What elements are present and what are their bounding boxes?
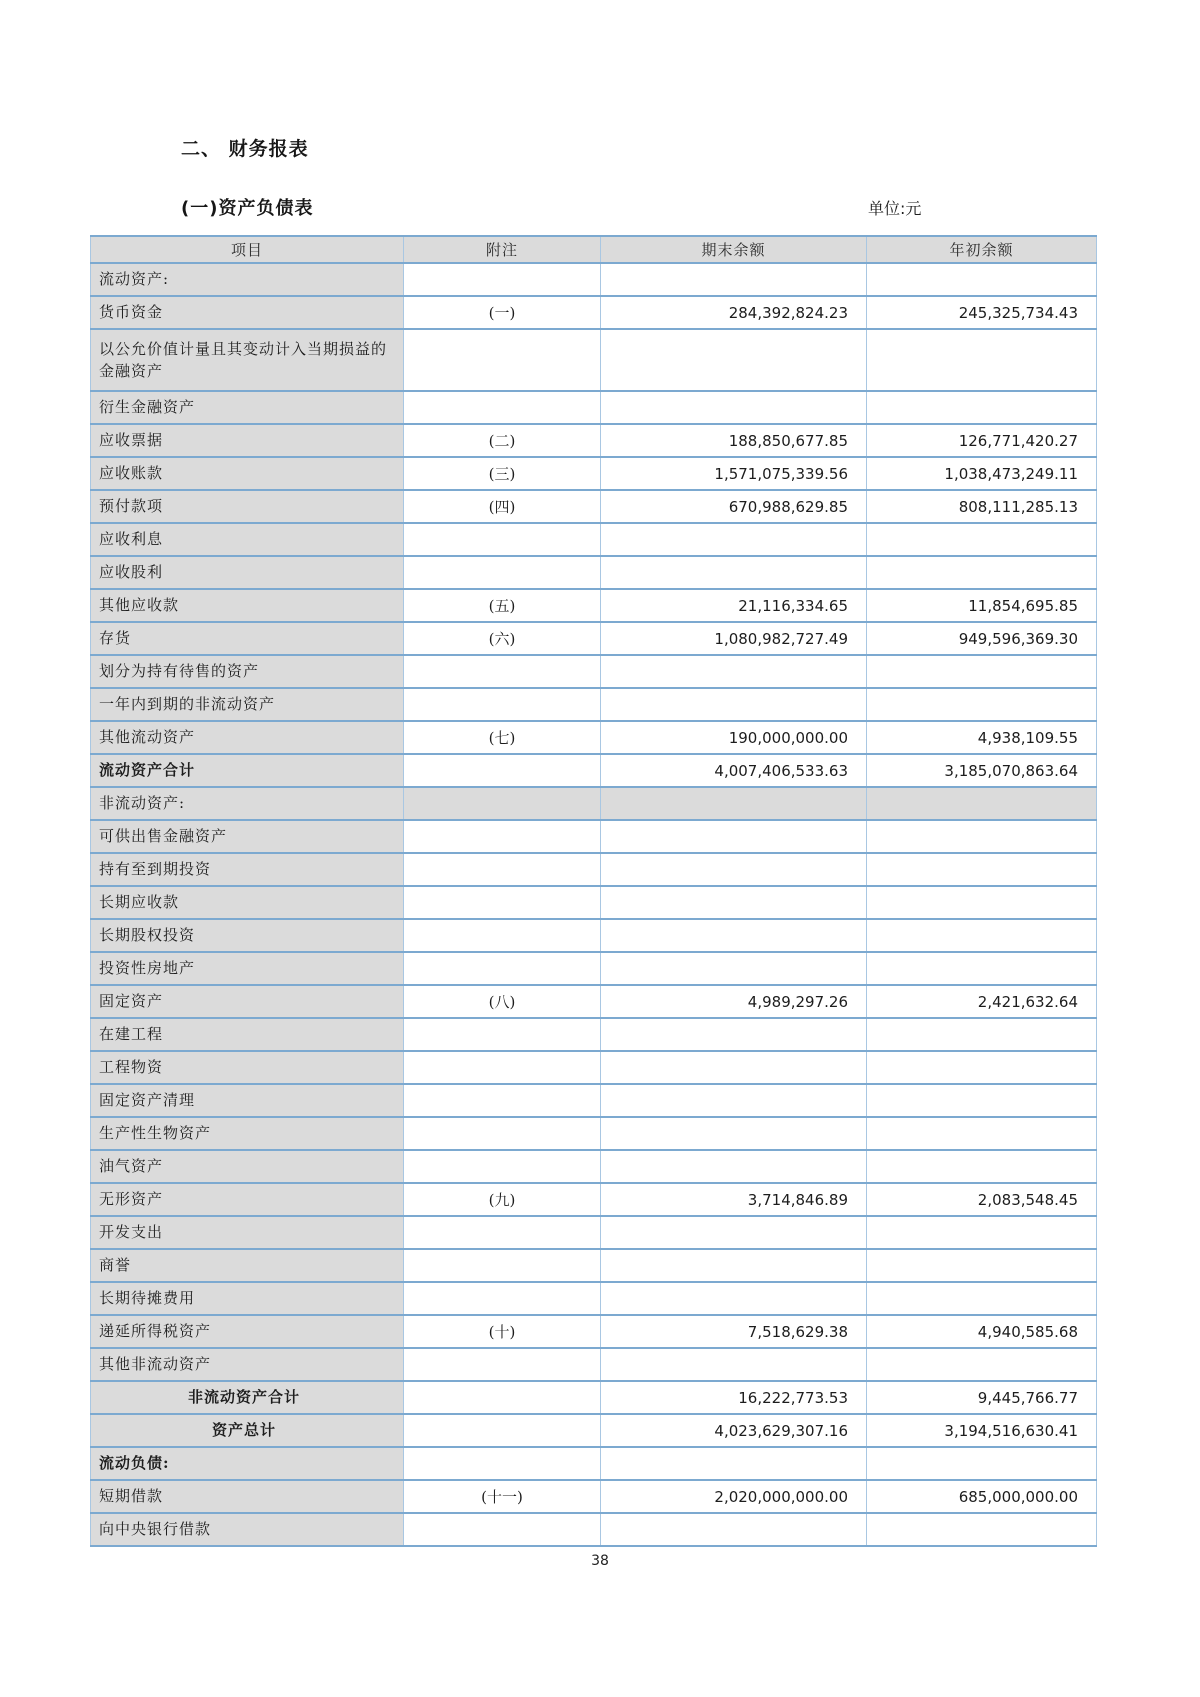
table-row bbox=[91, 622, 1097, 655]
ending-balance-cell bbox=[601, 688, 867, 721]
item-cell: 固定资产 bbox=[91, 985, 404, 1018]
beginning-balance-cell: 2,421,632.64 bbox=[867, 985, 1097, 1018]
ending-balance-cell: 670,988,629.85 bbox=[601, 490, 867, 523]
ending-balance-cell: 21,116,334.65 bbox=[601, 589, 867, 622]
item-cell: 其他非流动资产 bbox=[91, 1348, 404, 1381]
table-row bbox=[91, 1447, 1097, 1480]
beginning-balance-cell bbox=[867, 1249, 1097, 1282]
item-cell: 短期借款 bbox=[91, 1480, 404, 1513]
item-cell: 衍生金融资产 bbox=[91, 391, 404, 424]
table-row bbox=[91, 1018, 1097, 1051]
ending-balance-cell bbox=[601, 820, 867, 853]
table-row bbox=[91, 296, 1097, 329]
ending-balance-cell bbox=[601, 263, 867, 296]
beginning-balance-cell bbox=[867, 263, 1097, 296]
ending-balance-cell bbox=[601, 556, 867, 589]
note-cell bbox=[404, 1381, 601, 1414]
note-cell bbox=[404, 688, 601, 721]
beginning-balance-cell: 126,771,420.27 bbox=[867, 424, 1097, 457]
beginning-balance-cell bbox=[867, 688, 1097, 721]
note-cell bbox=[404, 1051, 601, 1084]
ending-balance-cell: 4,023,629,307.16 bbox=[601, 1414, 867, 1447]
item-cell: 长期待摊费用 bbox=[91, 1282, 404, 1315]
table-row bbox=[91, 853, 1097, 886]
beginning-balance-cell bbox=[867, 1117, 1097, 1150]
beginning-balance-cell: 4,938,109.55 bbox=[867, 721, 1097, 754]
beginning-balance-cell bbox=[867, 886, 1097, 919]
ending-balance-cell: 4,007,406,533.63 bbox=[601, 754, 867, 787]
item-cell: 投资性房地产 bbox=[91, 952, 404, 985]
ending-balance-cell bbox=[601, 1018, 867, 1051]
table-row bbox=[91, 721, 1097, 754]
table-row bbox=[91, 1117, 1097, 1150]
beginning-balance-cell bbox=[867, 1282, 1097, 1315]
table-row bbox=[91, 952, 1097, 985]
item-cell: 流动资产: bbox=[91, 263, 404, 296]
beginning-balance-cell bbox=[867, 1018, 1097, 1051]
table-row bbox=[91, 589, 1097, 622]
note-cell bbox=[404, 1150, 601, 1183]
beginning-balance-cell bbox=[867, 1051, 1097, 1084]
note-cell bbox=[404, 1018, 601, 1051]
item-cell: 应收股利 bbox=[91, 556, 404, 589]
beginning-balance-cell: 245,325,734.43 bbox=[867, 296, 1097, 329]
beginning-balance-cell: 685,000,000.00 bbox=[867, 1480, 1097, 1513]
item-cell: 非流动资产: bbox=[91, 787, 404, 820]
balance-sheet-table bbox=[90, 235, 1097, 1547]
item-cell: 资产总计 bbox=[91, 1414, 404, 1447]
ending-balance-cell bbox=[601, 1249, 867, 1282]
note-cell bbox=[404, 1513, 601, 1546]
table-row bbox=[91, 886, 1097, 919]
note-cell: (一) bbox=[404, 296, 601, 329]
table-row bbox=[91, 787, 1097, 820]
note-cell bbox=[404, 1249, 601, 1282]
table-row bbox=[91, 490, 1097, 523]
ending-balance-cell bbox=[601, 655, 867, 688]
item-cell: 持有至到期投资 bbox=[91, 853, 404, 886]
note-cell bbox=[404, 556, 601, 589]
table-row bbox=[91, 263, 1097, 296]
note-cell: (六) bbox=[404, 622, 601, 655]
ending-balance-cell: 16,222,773.53 bbox=[601, 1381, 867, 1414]
ending-balance-cell bbox=[601, 919, 867, 952]
ending-balance-cell bbox=[601, 952, 867, 985]
ending-balance-cell bbox=[601, 1150, 867, 1183]
table-row bbox=[91, 457, 1097, 490]
beginning-balance-cell bbox=[867, 1348, 1097, 1381]
beginning-balance-cell bbox=[867, 820, 1097, 853]
beginning-balance-cell: 11,854,695.85 bbox=[867, 589, 1097, 622]
note-cell bbox=[404, 754, 601, 787]
beginning-balance-cell bbox=[867, 523, 1097, 556]
unit-label: 单位:元 bbox=[868, 199, 922, 218]
beginning-balance-cell bbox=[867, 391, 1097, 424]
beginning-balance-cell bbox=[867, 787, 1097, 820]
table-row bbox=[91, 1480, 1097, 1513]
beginning-balance-cell bbox=[867, 655, 1097, 688]
ending-balance-cell bbox=[601, 1216, 867, 1249]
item-cell: 长期股权投资 bbox=[91, 919, 404, 952]
note-cell bbox=[404, 263, 601, 296]
ending-balance-cell bbox=[601, 1282, 867, 1315]
item-cell: 递延所得税资产 bbox=[91, 1315, 404, 1348]
item-cell: 固定资产清理 bbox=[91, 1084, 404, 1117]
col-header-item: 项目 bbox=[91, 236, 404, 263]
ending-balance-cell bbox=[601, 1447, 867, 1480]
item-cell: 商誉 bbox=[91, 1249, 404, 1282]
note-cell bbox=[404, 787, 601, 820]
item-cell: 存货 bbox=[91, 622, 404, 655]
table-row bbox=[91, 1084, 1097, 1117]
balance-sheet-title: (一)资产负债表 bbox=[181, 198, 314, 219]
note-cell bbox=[404, 1117, 601, 1150]
note-cell bbox=[404, 329, 601, 391]
ending-balance-cell: 190,000,000.00 bbox=[601, 721, 867, 754]
beginning-balance-cell: 9,445,766.77 bbox=[867, 1381, 1097, 1414]
ending-balance-cell bbox=[601, 1513, 867, 1546]
note-cell bbox=[404, 820, 601, 853]
item-cell: 以公允价值计量且其变动计入当期损益的金融资产 bbox=[91, 329, 404, 391]
beginning-balance-cell: 949,596,369.30 bbox=[867, 622, 1097, 655]
col-header-note: 附注 bbox=[404, 236, 601, 263]
ending-balance-cell: 1,571,075,339.56 bbox=[601, 457, 867, 490]
item-cell: 其他流动资产 bbox=[91, 721, 404, 754]
note-cell bbox=[404, 1282, 601, 1315]
ending-balance-cell bbox=[601, 1117, 867, 1150]
note-cell: (九) bbox=[404, 1183, 601, 1216]
item-cell: 其他应收款 bbox=[91, 589, 404, 622]
table-row bbox=[91, 985, 1097, 1018]
table-row bbox=[91, 1183, 1097, 1216]
note-cell: (十) bbox=[404, 1315, 601, 1348]
table-row bbox=[91, 1348, 1097, 1381]
ending-balance-cell: 188,850,677.85 bbox=[601, 424, 867, 457]
beginning-balance-cell: 2,083,548.45 bbox=[867, 1183, 1097, 1216]
table-row bbox=[91, 1150, 1097, 1183]
table-row bbox=[91, 1315, 1097, 1348]
note-cell bbox=[404, 655, 601, 688]
col-header-ending-balance: 期末余额 bbox=[601, 236, 867, 263]
item-cell: 可供出售金融资产 bbox=[91, 820, 404, 853]
beginning-balance-cell: 3,185,070,863.64 bbox=[867, 754, 1097, 787]
note-cell: (二) bbox=[404, 424, 601, 457]
table-row bbox=[91, 688, 1097, 721]
beginning-balance-cell bbox=[867, 1216, 1097, 1249]
beginning-balance-cell bbox=[867, 853, 1097, 886]
table-row bbox=[91, 1282, 1097, 1315]
item-cell: 开发支出 bbox=[91, 1216, 404, 1249]
table-row bbox=[91, 754, 1097, 787]
note-cell: (七) bbox=[404, 721, 601, 754]
note-cell: (四) bbox=[404, 490, 601, 523]
section-title: 二、 财务报表 bbox=[181, 138, 309, 160]
note-cell bbox=[404, 523, 601, 556]
item-cell: 预付款项 bbox=[91, 490, 404, 523]
ending-balance-cell bbox=[601, 1084, 867, 1117]
beginning-balance-cell bbox=[867, 1513, 1097, 1546]
table-row bbox=[91, 1216, 1097, 1249]
note-cell bbox=[404, 1216, 601, 1249]
beginning-balance-cell bbox=[867, 1150, 1097, 1183]
item-cell: 生产性生物资产 bbox=[91, 1117, 404, 1150]
ending-balance-cell bbox=[601, 523, 867, 556]
page-number: 38 bbox=[591, 1553, 609, 1569]
beginning-balance-cell bbox=[867, 556, 1097, 589]
item-cell: 应收账款 bbox=[91, 457, 404, 490]
item-cell: 油气资产 bbox=[91, 1150, 404, 1183]
ending-balance-cell bbox=[601, 1348, 867, 1381]
ending-balance-cell bbox=[601, 1051, 867, 1084]
table-row bbox=[91, 556, 1097, 589]
item-cell: 划分为持有待售的资产 bbox=[91, 655, 404, 688]
table-row bbox=[91, 1051, 1097, 1084]
subtitle-row bbox=[0, 194, 1200, 220]
table-row bbox=[91, 820, 1097, 853]
table-row bbox=[91, 523, 1097, 556]
ending-balance-cell bbox=[601, 329, 867, 391]
item-cell: 应收利息 bbox=[91, 523, 404, 556]
ending-balance-cell: 2,020,000,000.00 bbox=[601, 1480, 867, 1513]
beginning-balance-cell bbox=[867, 1084, 1097, 1117]
table-row bbox=[91, 919, 1097, 952]
item-cell: 在建工程 bbox=[91, 1018, 404, 1051]
ending-balance-cell bbox=[601, 787, 867, 820]
ending-balance-cell: 1,080,982,727.49 bbox=[601, 622, 867, 655]
table-row bbox=[91, 1414, 1097, 1447]
table-row bbox=[91, 1249, 1097, 1282]
note-cell bbox=[404, 1348, 601, 1381]
note-cell bbox=[404, 952, 601, 985]
table-row bbox=[91, 424, 1097, 457]
item-cell: 应收票据 bbox=[91, 424, 404, 457]
beginning-balance-cell: 808,111,285.13 bbox=[867, 490, 1097, 523]
table-row bbox=[91, 655, 1097, 688]
ending-balance-cell bbox=[601, 886, 867, 919]
ending-balance-cell bbox=[601, 391, 867, 424]
note-cell: (三) bbox=[404, 457, 601, 490]
note-cell bbox=[404, 853, 601, 886]
ending-balance-cell: 4,989,297.26 bbox=[601, 985, 867, 1018]
col-header-beginning-balance: 年初余额 bbox=[867, 236, 1097, 263]
beginning-balance-cell: 1,038,473,249.11 bbox=[867, 457, 1097, 490]
beginning-balance-cell bbox=[867, 1447, 1097, 1480]
table-row bbox=[91, 391, 1097, 424]
note-cell: (八) bbox=[404, 985, 601, 1018]
beginning-balance-cell: 4,940,585.68 bbox=[867, 1315, 1097, 1348]
item-cell: 非流动资产合计 bbox=[91, 1381, 404, 1414]
ending-balance-cell: 284,392,824.23 bbox=[601, 296, 867, 329]
item-cell: 工程物资 bbox=[91, 1051, 404, 1084]
beginning-balance-cell: 3,194,516,630.41 bbox=[867, 1414, 1097, 1447]
note-cell: (十一) bbox=[404, 1480, 601, 1513]
table-header-row bbox=[91, 236, 1097, 263]
beginning-balance-cell bbox=[867, 952, 1097, 985]
item-cell: 长期应收款 bbox=[91, 886, 404, 919]
ending-balance-cell: 7,518,629.38 bbox=[601, 1315, 867, 1348]
beginning-balance-cell bbox=[867, 919, 1097, 952]
note-cell bbox=[404, 391, 601, 424]
item-cell: 向中央银行借款 bbox=[91, 1513, 404, 1546]
note-cell bbox=[404, 1084, 601, 1117]
item-cell: 无形资产 bbox=[91, 1183, 404, 1216]
note-cell: (五) bbox=[404, 589, 601, 622]
beginning-balance-cell bbox=[867, 329, 1097, 391]
note-cell bbox=[404, 1414, 601, 1447]
note-cell bbox=[404, 886, 601, 919]
table-row bbox=[91, 1513, 1097, 1546]
item-cell: 一年内到期的非流动资产 bbox=[91, 688, 404, 721]
item-cell: 流动资产合计 bbox=[91, 754, 404, 787]
ending-balance-cell bbox=[601, 853, 867, 886]
item-cell: 货币资金 bbox=[91, 296, 404, 329]
item-cell: 流动负债: bbox=[91, 1447, 404, 1480]
note-cell bbox=[404, 1447, 601, 1480]
table-row bbox=[91, 1381, 1097, 1414]
ending-balance-cell: 3,714,846.89 bbox=[601, 1183, 867, 1216]
note-cell bbox=[404, 919, 601, 952]
table-row bbox=[91, 329, 1097, 391]
